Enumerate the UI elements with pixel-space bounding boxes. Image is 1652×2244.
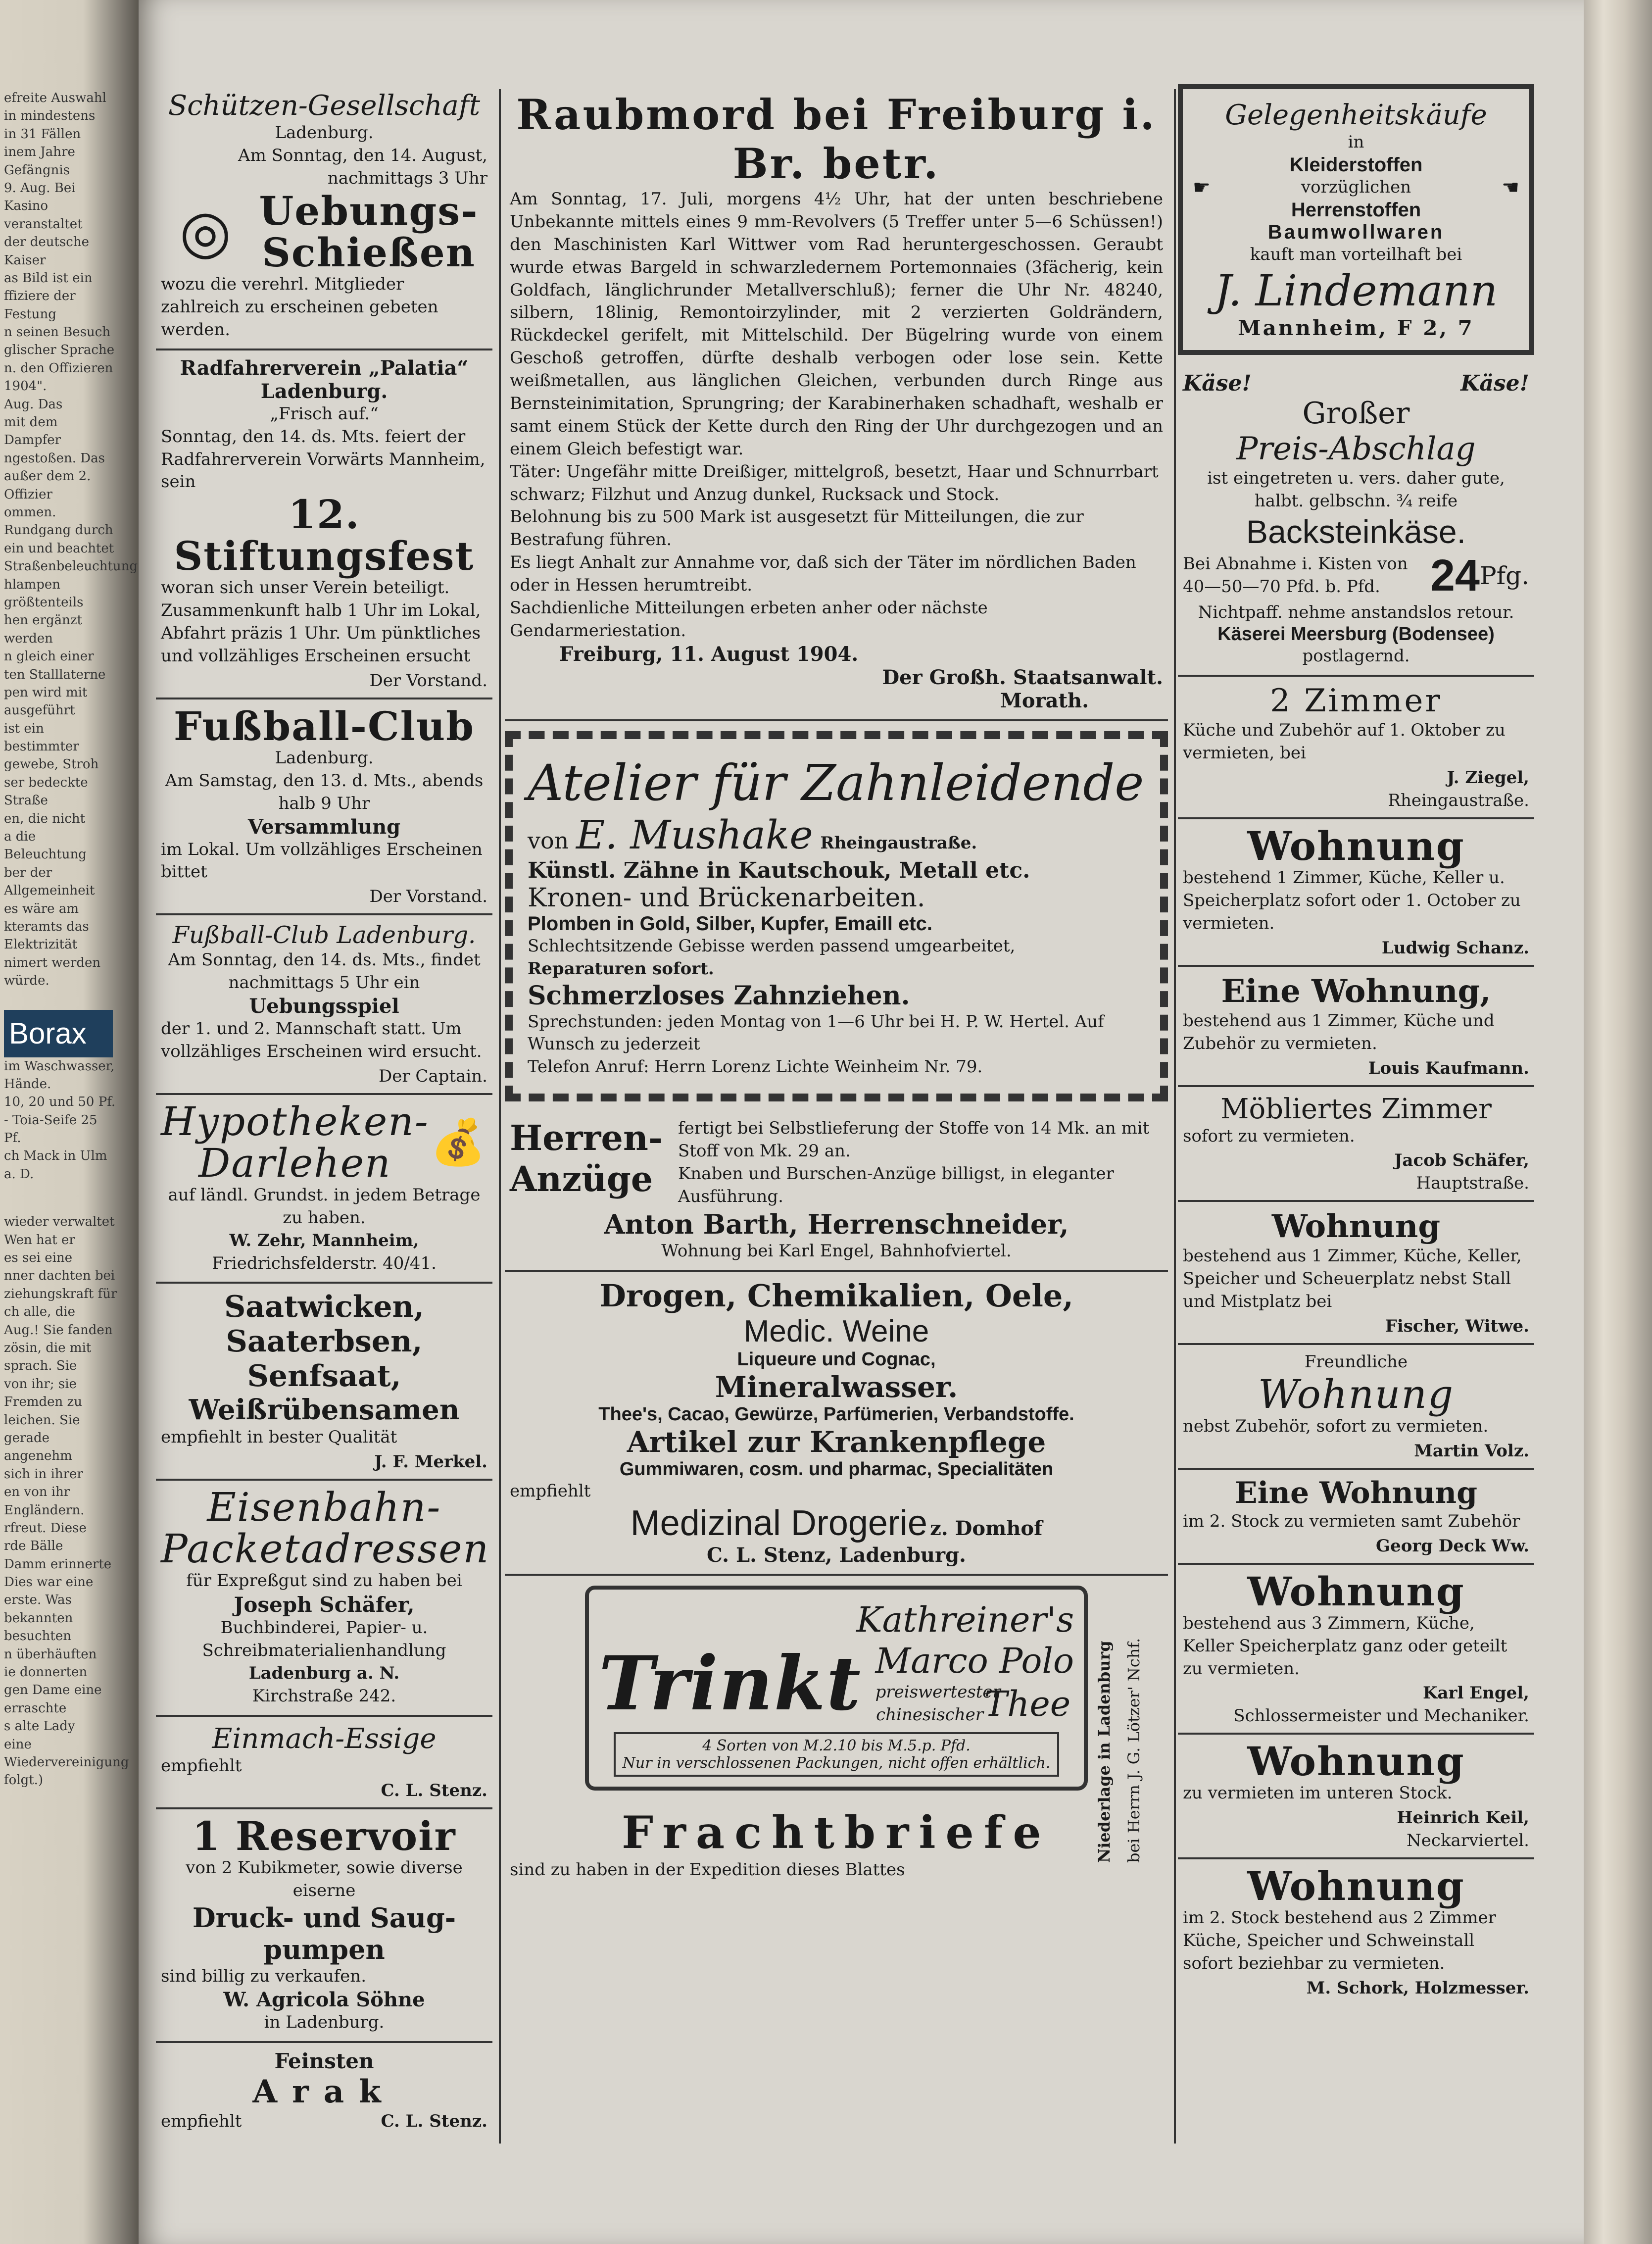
ad-text: Küche und Zubehör auf 1. Oktober zu vermieten, bei: [1183, 720, 1506, 763]
notice-taeter: Täter: Ungefähr mitte Dreißiger, mittelgroß, besetzt, Haar und Schnurrbart schwarz; Filzhut und Anzug dunkel, Rucksack und Stock.: [510, 461, 1159, 504]
ad-title: Atelier für Zahnleidende: [528, 753, 1144, 812]
gutter-line: hlampen größtenteils: [4, 577, 84, 610]
gutter-line: Damm erinnerte: [4, 1556, 112, 1572]
gutter-line: es wäre am: [4, 901, 79, 916]
ad-text: bestehend aus 3 Zimmern, Küche, Keller Speicherplatz ganz oder geteilt zu vermieten.: [1183, 1613, 1507, 1679]
gutter-line: ber der Allgemeinheit: [4, 865, 95, 898]
ad-title: 1 Reservoir: [192, 1812, 456, 1859]
gutter-line: n seinen Besuch: [4, 325, 111, 340]
gutter-text-block: [4, 89, 138, 1790]
ad-price-text: Bei Abnahme i. Kisten von 40—50—70 Pfd. b. Pfd.: [1183, 554, 1408, 597]
ad-text: bestehend 1 Zimmer, Küche, Keller u. Speicherplatz sofort oder 1. October zu vermieten.: [1183, 868, 1521, 933]
ad-title: Fußball-Club Ladenburg.: [172, 921, 476, 949]
ad-text: sind zu haben in der Expedition dieses Blattes: [510, 1859, 905, 1880]
gutter-line: ist ein bestimmter: [4, 721, 79, 754]
ad-text-2: sind billig zu verkaufen.: [161, 1966, 367, 1987]
ad-saat: [156, 1284, 492, 1481]
gutter-lines: [4, 89, 138, 990]
gutter-line: ch alle, die: [4, 1304, 75, 1320]
ad-title-2: Preis-Abschlag: [1236, 430, 1476, 467]
ad-product: Backsteinkäse.: [1246, 513, 1466, 550]
ad-wohnung-7: [1178, 1735, 1534, 1859]
ad-title: Einmach-Essige: [212, 1722, 437, 1755]
ad-wohnung-3: [1178, 1202, 1534, 1345]
gutter-line: ie donnerten: [4, 1665, 88, 1680]
ad-line-8: empfiehlt: [510, 1481, 591, 1501]
gutter-line: n gleich einer: [4, 649, 94, 664]
ad-address: Neckarviertel.: [1407, 1831, 1529, 1851]
gutter-line: sich in ihrer: [4, 1466, 83, 1482]
ad-line-7: Sprechstunden: jeden Montag von 1—6 Uhr bei H. P. W. Hertel. Auf Wunsch zu jederzeit: [528, 1011, 1104, 1054]
gutter-line: pen wird mit: [4, 685, 88, 700]
gutter-line: kteramts das Elektrizität: [4, 919, 89, 952]
ad-pre: Freundliche: [1304, 1352, 1408, 1372]
ad-herren: Herrenstoffen: [1291, 199, 1421, 221]
ad-text: Am Samstag, den 13. d. Mts., abends halb 9 Uhr: [165, 770, 484, 813]
ad-signature: W. Agricola Söhne: [223, 1988, 425, 2012]
gutter-line: ten Stalllaterne: [4, 667, 106, 682]
gutter-lines-2: [4, 1213, 129, 1790]
ad-text: bestehend aus 1 Zimmer, Küche und Zubehör zu vermieten.: [1183, 1010, 1495, 1053]
ad-fussball-2: [156, 915, 492, 1095]
gutter-line: rde Bälle: [4, 1539, 63, 1554]
book-page-edges: [1583, 0, 1652, 2244]
ad-title: Radfahrerverein „Palatia“ Ladenburg.: [180, 356, 469, 403]
ad-text-2: Buchbinderei, Papier- u. Schreibmaterialienhandlung: [202, 1618, 446, 1661]
trinkt-side-1: Niederlage in Ladenburg: [1095, 1640, 1114, 1863]
trinkt-note: [614, 1732, 1060, 1777]
gutter-line: ausgeführt: [4, 703, 75, 718]
ad-date: Am Sonntag, den 14. August, nachmittags 3 Uhr: [238, 146, 487, 189]
ad-text: im 2. Stock zu vermieten samt Zubehör: [1183, 1511, 1520, 1531]
gutter-line: hen ergänzt werden: [4, 613, 82, 646]
ad-line-1: Künstl. Zähne in Kautschouk, Metall etc.: [528, 857, 1030, 883]
ad-signature: J. F. Merkel.: [374, 1452, 487, 1472]
notice-request: Sachdienliche Mitteilungen erbeten anher oder nächste Gendarmeriestation.: [510, 598, 988, 641]
ad-herren: [505, 1111, 1168, 1271]
borax-line: im Waschwasser,: [4, 1058, 115, 1074]
trinkt-note-2: Nur in verschlossenen Packungen, nicht offen erhältlich.: [622, 1754, 1051, 1772]
ad-2-zimmer: [1178, 677, 1534, 819]
ad-address: Friedrichsfelderstr. 40/41.: [212, 1253, 437, 1273]
ad-line-3: Liqueure und Cognac,: [737, 1348, 936, 1370]
borax-logo: Borax: [4, 1010, 113, 1057]
ad-price: 24: [1430, 550, 1480, 600]
notice-reward: Belohnung bis zu 500 Mark ist ausgesetzt für Mitteilungen, die zur Bestrafung führen.: [510, 507, 1084, 550]
pointing-hand-left-icon: ☚: [1502, 176, 1519, 199]
gutter-line: folgt.): [4, 1773, 44, 1788]
ad-title-1: Großer: [1302, 396, 1410, 431]
ad-signature: Der Vorstand.: [369, 887, 487, 907]
gutter-line: ommen.: [4, 504, 56, 520]
ad-line-4: Mineralwasser.: [715, 1370, 958, 1404]
ad-wohnung-2: [1178, 967, 1534, 1087]
ad-signature: Jacob Schäfer,: [1394, 1150, 1529, 1171]
ad-item-1: Saatwicken,: [224, 1290, 425, 1325]
gutter-line: zösin, die mit: [4, 1341, 92, 1355]
column-right: [1178, 84, 1534, 2005]
ad-title-2: Darlehen: [198, 1140, 391, 1186]
ad-item-4: Weißrübensamen: [189, 1394, 460, 1427]
gutter-line: Kasino veranstaltet: [4, 199, 83, 232]
ad-line-5: Thee's, Cacao, Gewürze, Parfümerien, Verbandstoffe.: [598, 1403, 1074, 1425]
ad-drogerie: [505, 1272, 1168, 1576]
gutter-line: glischer Sprache: [4, 343, 115, 358]
ad-text-1: fertigt bei Selbstlieferung der Stoffe von 14 Mk. an mit Stoff von Mk. 29 an.: [678, 1118, 1150, 1161]
ad-signature: Heinrich Keil,: [1397, 1808, 1529, 1828]
gutter-line: der deutsche Kaiser: [4, 235, 89, 268]
gutter-line: gerade angenehm: [4, 1430, 72, 1464]
ad-text: auf ländl. Grundst. in jedem Betrage zu haben.: [168, 1185, 481, 1228]
ad-title-2: Anzüge: [510, 1158, 653, 1200]
ad-kleider: Kleiderstoffen: [1289, 153, 1423, 176]
gutter-line: von ihr; sie: [4, 1376, 77, 1392]
gutter-line: bekannten: [4, 1610, 73, 1626]
ad-gelegenheit: [1178, 84, 1534, 355]
gutter-line: gen Dame eine: [4, 1683, 102, 1698]
newspaper-page: [139, 0, 1584, 2244]
ad-arak: [156, 2043, 492, 2140]
ad-price-unit: Pfg.: [1479, 561, 1529, 591]
borax-lines: [4, 1057, 118, 1184]
notice-title: Raubmord bei Freiburg i. Br. betr.: [516, 90, 1157, 188]
ad-street: Rheingaustraße.: [820, 833, 977, 853]
gutter-line: as Bild ist ein: [4, 270, 93, 286]
ad-event: Versammlung: [247, 815, 401, 839]
ad-place: Ladenburg.: [275, 748, 374, 768]
ad-name: E. Mushake: [576, 811, 813, 858]
gutter-line: in 31 Fällen: [4, 126, 81, 142]
ad-title: Eine Wohnung,: [1221, 972, 1491, 1010]
ad-text-2: Knaben und Burschen-Anzüge billigst, in eleganter Ausführung.: [678, 1164, 1114, 1206]
gutter-line: ein und beachtet: [4, 541, 114, 556]
ad-event-2: Schießen: [262, 229, 476, 276]
ad-text: Sonntag, den 14. ds. Mts. feiert der Radfahrerverein Vorwärts Mannheim, sein: [161, 426, 486, 492]
gutter-line: Dies war eine: [4, 1575, 94, 1590]
ad-item-3: Senfsaat,: [247, 1359, 401, 1394]
ad-pre: Feinsten: [274, 2049, 374, 2074]
ad-address: Hauptstraße.: [1416, 1173, 1529, 1194]
ad-text: nebst Zubehör, sofort zu vermieten.: [1183, 1416, 1489, 1437]
ad-signature: Martin Volz.: [1414, 1441, 1529, 1461]
ad-name: J. Lindemann: [1214, 266, 1498, 316]
ad-vorz: vorzüglichen: [1301, 177, 1411, 197]
ad-signature: C. L. Stenz, Ladenburg.: [707, 1543, 966, 1567]
ad-title: Wohnung: [1247, 1568, 1465, 1615]
ad-signature: Karl Engel,: [1422, 1683, 1529, 1703]
ad-address: Mannheim, F 2, 7: [1238, 315, 1474, 340]
ad-event-2: pumpen: [263, 1934, 385, 1966]
ad-title: Frachtbriefe: [622, 1806, 1051, 1859]
borax-line: 10, 20 und 50 Pf.: [4, 1095, 116, 1110]
notice-raubmord: [505, 84, 1168, 721]
ad-signature: J. Ziegel,: [1447, 768, 1529, 788]
gutter-line: erraschte: [4, 1700, 67, 1716]
ad-title: Möbliertes Zimmer: [1220, 1093, 1492, 1125]
ad-fussball: [156, 699, 492, 915]
ad-frachtbriefe: [505, 1800, 1168, 1889]
trinkt-marco-polo: Marco Polo: [875, 1640, 1074, 1681]
gutter-line: n überhäuften: [4, 1646, 97, 1662]
ad-event-row: [161, 188, 487, 276]
trinkt-side-2: bei Herrn J. G. Lötzer' Nchf.: [1124, 1638, 1143, 1863]
ad-drogerie-name: Medizinal Drogerie: [630, 1503, 927, 1543]
ad-signature: Fischer, Witwe.: [1385, 1316, 1529, 1337]
gutter-line: 9. Aug. Bei: [4, 180, 76, 196]
gutter-line: mit dem Dampfer: [4, 415, 61, 448]
ad-text: bestehend aus 1 Zimmer, Küche, Keller, Speicher und Scheuerplatz nebst Stall und Mistplatz bei: [1183, 1246, 1522, 1312]
ad-event: 12. Stiftungsfest: [174, 491, 475, 580]
ad-motto: „Frisch auf.“: [270, 403, 379, 424]
ad-signature: Anton Barth, Herrenschneider,: [604, 1208, 1069, 1240]
ad-event-1: Uebungs-: [259, 188, 479, 235]
ad-address: Wohnung bei Karl Engel, Bahnhofviertel.: [661, 1241, 1012, 1261]
ad-text: empfiehlt: [161, 1755, 242, 1776]
ad-text: Am Sonntag, den 14. ds. Mts., findet nachmittags 5 Uhr ein: [168, 950, 481, 993]
gutter-line: en von ihr: [4, 1485, 70, 1500]
borax-line: Hände.: [4, 1076, 51, 1092]
gutter-line: ffiziere der Festung: [4, 289, 76, 322]
ad-line-5: Reparaturen sofort.: [528, 958, 714, 979]
ad-line-3: Plomben in Gold, Silber, Kupfer, Emaill etc.: [528, 912, 932, 935]
gutter-line: ziehungskraft für: [4, 1286, 117, 1301]
ad-signature: Käserei Meersburg (Bodensee): [1217, 624, 1495, 645]
ad-line-1: Drogen, Chemikalien, Oele,: [599, 1277, 1073, 1314]
ad-wohnung-1: [1178, 819, 1534, 967]
ad-hypotheken: [156, 1095, 492, 1284]
ad-title-1: Eisenbahn-: [207, 1484, 441, 1531]
column-rule-1: [499, 89, 501, 2144]
ad-signature: Joseph Schäfer,: [234, 1593, 415, 1617]
ad-event-1: Druck- und Saug-: [192, 1902, 456, 1934]
ad-text-2: Nichtpaff. nehme anstandslos retour.: [1198, 602, 1514, 622]
borax-line: ch Mack in Ulm a. D.: [4, 1148, 107, 1182]
trinkt-sub: preiswertester chinesischer: [875, 1682, 1001, 1725]
gutter-line: Aug.! Sie fanden: [4, 1322, 113, 1338]
ad-line-6: Schmerzloses Zahnziehen.: [528, 980, 910, 1011]
ad-title: Fußball-Club: [173, 702, 475, 749]
ad-kaese-left: Käse!: [1183, 370, 1252, 396]
ad-title: 2 Zimmer: [1270, 683, 1442, 720]
ad-title: Arak: [252, 2073, 396, 2111]
ad-place: in Ladenburg.: [264, 2012, 385, 2033]
ad-signature: M. Schork, Holzmesser.: [1306, 1978, 1529, 1998]
shooting-target-icon: ◎: [179, 197, 232, 266]
ad-text-2: im Lokal. Um vollzähliges Erscheinen bittet: [161, 839, 483, 882]
ad-title: Gelegenheitskäufe: [1225, 99, 1487, 131]
ad-title: Wohnung: [1271, 1208, 1441, 1246]
ad-kaese: [1178, 365, 1534, 677]
ad-place: Ladenburg.: [275, 123, 374, 143]
ad-atelier: [505, 731, 1168, 1101]
gutter-line: 1904".: [4, 379, 47, 394]
gutter-line: sprach. Sie: [4, 1358, 77, 1374]
trinkt-frame: [585, 1586, 1088, 1791]
ad-line-2: Medic. Weine: [743, 1314, 929, 1348]
ad-text: sofort zu vermieten.: [1183, 1126, 1355, 1146]
ad-line-4: Schlechtsitzende Gebisse werden passend umgearbeitet,: [528, 936, 1016, 956]
trinkt-thee: Thee: [984, 1683, 1071, 1724]
gutter-line: Straßenbeleuchtung: [4, 559, 138, 574]
notice-date: Freiburg, 11. August 1904.: [559, 642, 859, 666]
gutter-line: inem Jahre Gefängnis: [4, 145, 75, 178]
ad-line-2: Kronen- und Brückenarbeiten.: [528, 883, 925, 913]
gutter-line: Rundgang durch: [4, 523, 113, 538]
trinkt-note-1: 4 Sorten von M.2.10 bis M.5.p. Pfd.: [702, 1737, 971, 1754]
ad-title: Eine Wohnung: [1234, 1475, 1478, 1510]
ad-title: Wohnung: [1247, 823, 1465, 870]
ad-text-2: woran sich unser Verein beteiligt. Zusammenkunft halb 1 Uhr im Lokal, Abfahrt präzis 1 Uhr. Um pünktliches und vollzähliges Erscheinen ersucht: [161, 578, 481, 666]
ad-eisenbahn: [156, 1481, 492, 1716]
gutter-line: besuchten: [4, 1629, 72, 1644]
ad-signature: Louis Kaufmann.: [1368, 1058, 1529, 1078]
notice-name: Morath.: [1000, 689, 1089, 712]
gutter-line: erste. Was: [4, 1593, 72, 1608]
ad-line-6: Artikel zur Krankenpflege: [627, 1425, 1046, 1459]
pointing-hand-right-icon: ☛: [1193, 176, 1211, 199]
ad-title: Wohnung: [1247, 1738, 1465, 1785]
gutter-line: a die Beleuchtung: [4, 829, 87, 862]
gutter-line: außer dem 2. Offizier: [4, 469, 91, 502]
ad-signature-2: Schlossermeister und Mechaniker.: [1233, 1706, 1529, 1726]
ad-reservoir: [156, 1809, 492, 2044]
ad-text-3: Ladenburg a. N.: [248, 1663, 400, 1683]
ad-line-7: Gummiwaren, cosm. und pharmac, Specialitäten: [619, 1458, 1054, 1480]
ad-text: ist eingetreten u. vers. daher gute, halbt. gelbschn. ¾ reife: [1207, 468, 1505, 511]
trinkt-title: Trinkt: [599, 1640, 862, 1727]
column-rule-2: [1174, 89, 1176, 2144]
column-middle: [505, 84, 1168, 1889]
ad-einmach: [156, 1717, 492, 1809]
ad-line-8: Telefon Anruf: Herrn Lorenz Lichte Weinheim Nr. 79.: [528, 1057, 983, 1077]
ad-title-1: Hypotheken-: [161, 1098, 429, 1145]
gutter-line: Engländern.: [4, 1502, 85, 1518]
gutter-line: eine Wiedervereinigung: [4, 1737, 129, 1770]
gutter-line: Wen hat er: [4, 1232, 75, 1247]
ad-kaese-right: Käse!: [1460, 370, 1529, 396]
ad-text: zu vermieten im unteren Stock.: [1183, 1783, 1453, 1803]
ad-signature: Der Vorstand.: [369, 670, 487, 691]
ad-post: postlagernd.: [1302, 646, 1410, 666]
ad-title: Schützen-Gesellschaft: [168, 90, 481, 122]
gutter-line: in mindestens: [4, 108, 96, 124]
ad-title: Wohnung: [1247, 1863, 1465, 1910]
ad-text: im 2. Stock bestehend aus 2 Zimmer Küche, Speicher und Schweinstall sofort beziehbar zu vermieten.: [1183, 1908, 1496, 1974]
ad-event: Uebungsspiel: [249, 995, 399, 1018]
gutter-line: s alte Lady: [4, 1719, 75, 1734]
borax-line: - Toia-Seife 25 Pf.: [4, 1112, 97, 1146]
notice-text: Am Sonntag, 17. Juli, morgens 4½ Uhr, hat der unten beschriebene Unbekannte mittels eines 9 mm-Revolvers (5 Treffer unter 5—6 Schüssen!) den Maschinisten Karl Wittwer vom Rad heruntergeschossen. Geraubt wurde etwas Bargeld in schwarzledernem Portemonnaies (3fächerig, kein Goldfach, länglichrunder Metallverschluß); ferner die Uhr Nr. 48240, silbern, 18linig, Remontoirzylinder, mit 2 verzierten Goldrändern, Rückdeckel gerifelt, mit Mittelschild. Der Bügelring wurde von einem Geschoß getroffen, dürfte deshalb verbogen oder lose sein. Kette weißmetallen, aus länglichen Gleichen, verbunden durch Ringe aus Bernsteinimitation, Sprungring; der Karabinerhaken schadhaft, weshalb er samt einem Stück der Kette durch den Ring der Uhr durchgezogen und an einem Gleich befestigt war.: [510, 189, 1163, 459]
gutter-line: ngestoßen. Das: [4, 450, 105, 466]
ad-title-1: Herren-: [510, 1117, 663, 1159]
gutter-line: wieder verwaltet: [4, 1214, 115, 1230]
ad-von: von: [528, 827, 569, 854]
ad-radfahrer: [156, 350, 492, 699]
ad-item-2: Saaterbsen,: [226, 1324, 423, 1359]
ad-address: Rheingaustraße.: [1388, 791, 1529, 811]
notice-anhalt: Es liegt Anhalt zur Annahme vor, daß sich der Täter im nördlichen Baden oder in Hessen herumtreibt.: [510, 552, 1136, 596]
gutter-line: en, die nicht: [4, 811, 86, 826]
ad-text: empfiehlt: [161, 2111, 242, 2132]
ad-address: Kirchstraße 242.: [252, 1686, 396, 1706]
ad-text: von 2 Kubikmeter, sowie diverse eiserne: [186, 1857, 463, 1900]
gutter-line: Fremden zu: [4, 1395, 82, 1410]
ad-signature: Der Captain.: [378, 1066, 487, 1086]
ad-kauft: kauft man vorteilhaft bei: [1250, 244, 1462, 264]
gutter-line: n. den Offizieren: [4, 360, 113, 376]
ad-drogerie-place: z. Domhof: [930, 1516, 1043, 1540]
ad-signature: C. L. Stenz.: [381, 2111, 487, 2132]
gutter-line: leichen. Sie: [4, 1412, 80, 1428]
ad-text: für Expreßgut sind zu haben bei: [186, 1571, 462, 1591]
previous-page-gutter: [0, 0, 139, 2244]
gutter-line: Aug. Das: [4, 397, 63, 412]
ad-text: wozu die verehrl. Mitglieder zahlreich zu erscheinen gebeten werden.: [161, 274, 438, 340]
ad-wohnung-8: [1178, 1859, 1534, 2005]
gutter-line: rfreut. Diese: [4, 1520, 87, 1536]
money-bag-icon: 💰: [430, 1116, 486, 1169]
gutter-line: es sei eine: [4, 1250, 73, 1266]
ad-title-2: Packetadressen: [161, 1526, 490, 1572]
gutter-line: efreite Auswahl: [4, 91, 106, 105]
column-left: [156, 84, 492, 2140]
ad-signature: Ludwig Schanz.: [1381, 938, 1529, 958]
ad-in: in: [1348, 132, 1364, 152]
notice-signature: Der Großh. Staatsanwalt.: [882, 665, 1163, 689]
ad-text-2: der 1. und 2. Mannschaft statt. Um vollzähliges Erscheinen wird ersucht.: [161, 1019, 482, 1061]
gutter-line: gewebe, Stroh: [4, 757, 99, 772]
ad-signature: W. Zehr, Mannheim,: [229, 1230, 419, 1250]
gutter-line: ser bedeckte Straße: [4, 775, 88, 808]
ad-wohnung-6: [1178, 1565, 1534, 1735]
ad-moebliertes: [1178, 1087, 1534, 1202]
ad-signature: Georg Deck Ww.: [1376, 1536, 1529, 1556]
gutter-line: nimert werden würde.: [4, 955, 101, 989]
ad-wohnung-5: [1178, 1470, 1534, 1565]
ad-signature: C. L. Stenz.: [381, 1780, 487, 1800]
ad-text: empfiehlt in bester Qualität: [161, 1427, 397, 1447]
ad-baum: Baumwollwaren: [1267, 221, 1445, 243]
ad-wohnung-4: [1178, 1345, 1534, 1470]
trinkt-brand: Kathreiner's: [856, 1599, 1074, 1640]
ad-title: Wohnung: [1258, 1371, 1455, 1418]
ad-schuetzen: [156, 84, 492, 350]
gutter-line: nner dachten bei: [4, 1268, 115, 1284]
